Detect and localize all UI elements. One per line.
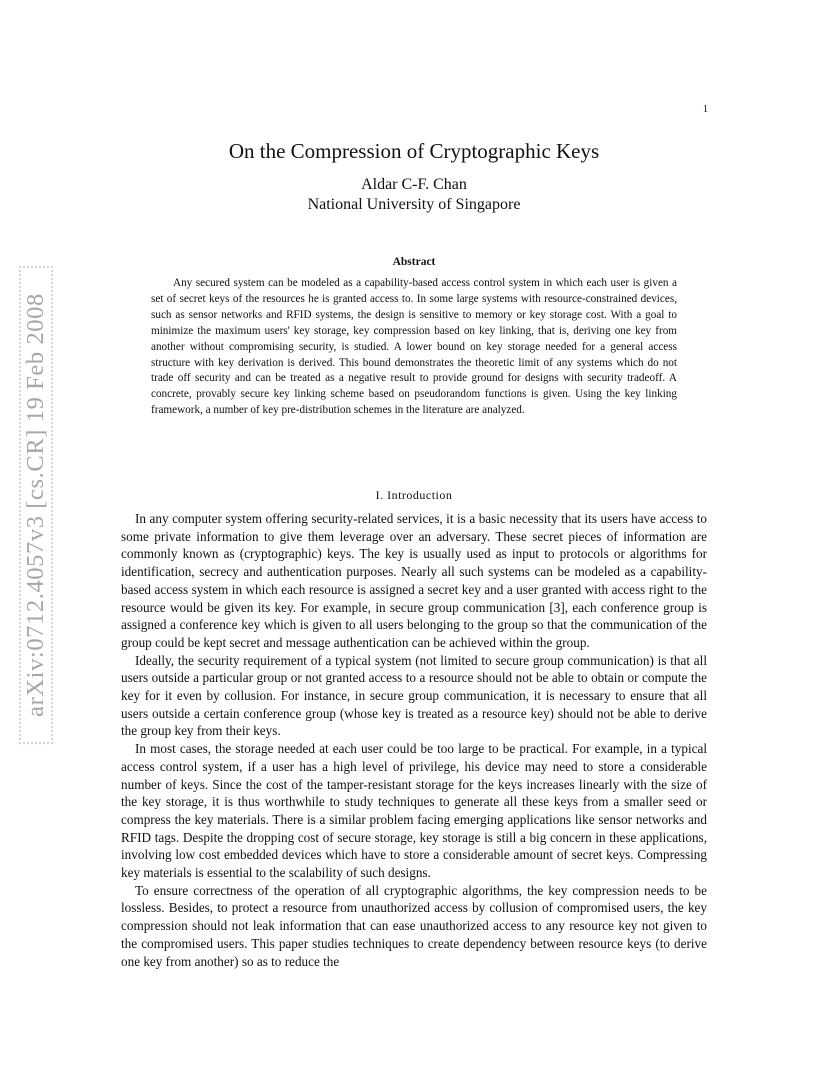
author-affiliation: National University of Singapore bbox=[307, 196, 521, 213]
page-number: 1 bbox=[703, 104, 708, 115]
arxiv-identifier-stamp: arXiv:0712.4057v3 [cs.CR] 19 Feb 2008 bbox=[19, 266, 53, 744]
body-paragraph: In most cases, the storage needed at each user could be too large to be practical. For example, in a typical access control system, if a user has a high level of privilege, his device may need to store a considerable number of keys. Since the cost of the tamper-resistant storage for the keys increases linearly with the size of the key storage, it is thus worthwhile to study techniques to generate all these keys from a smaller seed or compress the key materials. There is a similar problem facing emerging applications like sensor networks and RFID tags. Despite the dropping cost of secure storage, key storage is still a big concern in these applications, involving low cost embedded devices which have to store a considerable amount of secret keys. Compressing key materials is essential to the scalability of such designs. bbox=[121, 741, 707, 881]
abstract-heading: Abstract bbox=[392, 256, 436, 268]
abstract-text: Any secured system can be modeled as a capability-based access control system in which each user is given a set of secret keys of the resources he is granted access to. In some large systems with resource-constrained devices, such as sensor networks and RFID systems, the design is sensitive to memory or key storage cost. With a goal to minimize the maximum users' key storage, key compression based on key linking, that is, deriving one key from another without compromising security, is studied. A lower bound on key storage needed for a general access structure with key derivation is derived. This bound demonstrates the theoretic limit of any systems which do not trade off security and can be treated as a negative result to provide ground for designs with security tradeoff. A concrete, provably secure key linking scheme based on pseudorandom functions is given. Using the key linking framework, a number of key pre-distribution schemes in the literature are analyzed. bbox=[151, 277, 677, 417]
body-paragraph: Ideally, the security requirement of a typical system (not limited to secure group communication) is that all users outside a particular group or not granted access to a resource should not be able to obtain or compute the key for it even by collusion. For instance, in secure group communication, it is necessary to ensure that all users outside a certain conference group (whose key is treated as a resource key) should not be able to derive the group key from their keys. bbox=[121, 652, 707, 739]
section-heading: I. Introduction bbox=[375, 488, 453, 502]
section-body bbox=[121, 510, 707, 970]
body-paragraph: To ensure correctness of the operation of all cryptographic algorithms, the key compression needs to be lossless. Besides, to protect a resource from unauthorized access by collusion of compromised users, the key compression should not leak information that can ease unauthorized access to any resource key not given to the compromised users. This paper studies techniques to create dependency between resource keys (to derive one key from another) so as to reduce the bbox=[121, 882, 707, 969]
author-name: Aldar C-F. Chan bbox=[361, 176, 467, 193]
body-paragraph: In any computer system offering security-related services, it is a basic necessity that its users have access to some private information to give them leverage over an adversary. These secret pieces of information are commonly known as (cryptographic) keys. The key is usually used as input to protocols or algorithms for identification, secrecy and authentication purposes. Nearly all such systems can be modeled as a capability-based access system in which each resource is assigned a secret key and a user granted with access right to the resource would be given its key. For example, in secure group communication [3], each conference group is assigned a conference key which is given to all users belonging to the group so that the communication of the group could be kept secret and message authentication can be achieved within the group. bbox=[121, 511, 707, 650]
paper-title: On the Compression of Cryptographic Keys bbox=[228, 139, 600, 163]
